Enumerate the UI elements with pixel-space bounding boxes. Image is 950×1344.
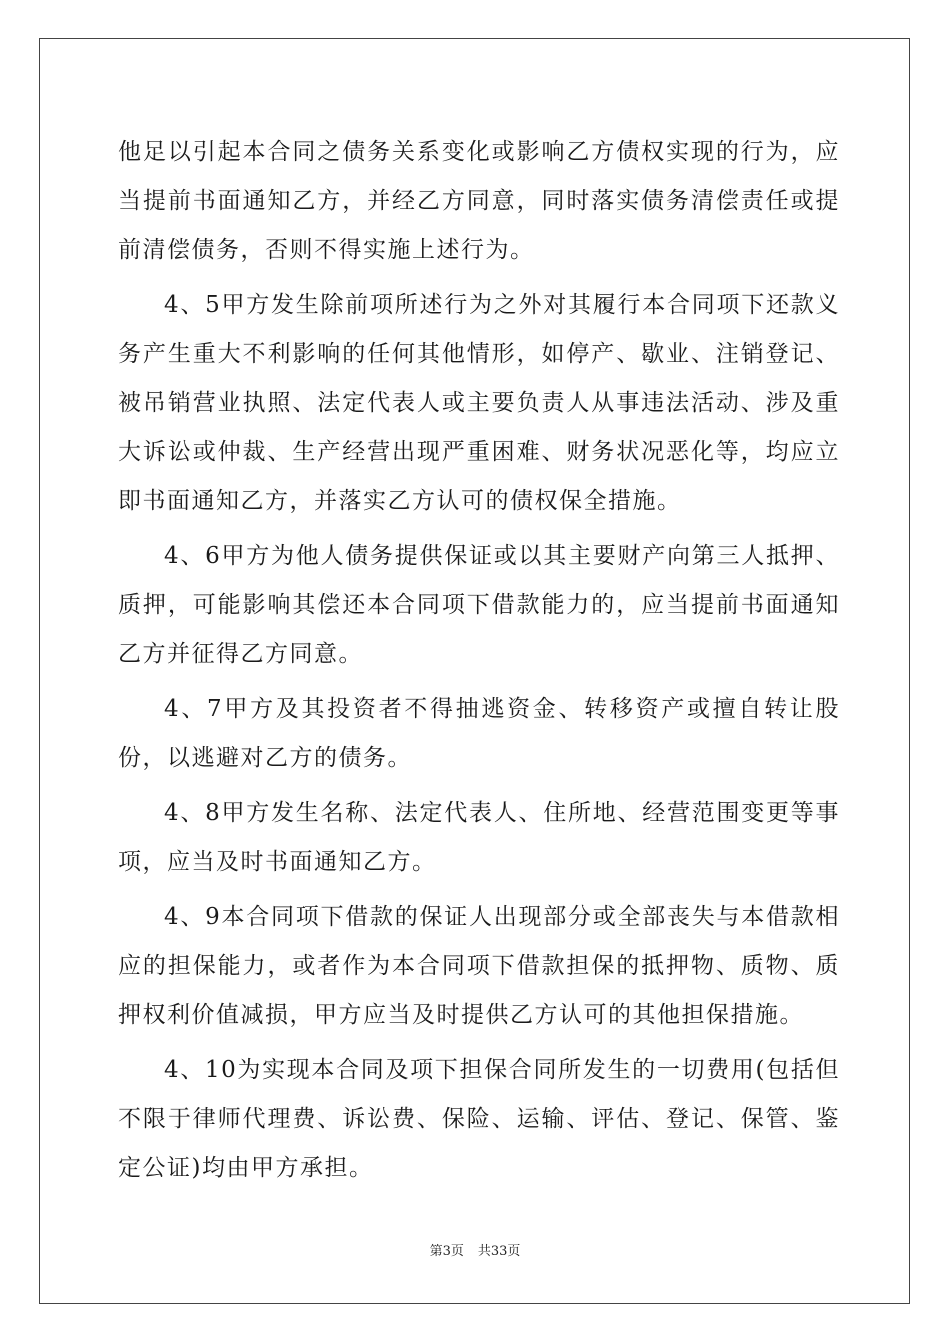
paragraph-clause-4-10: 4、10为实现本合同及项下担保合同所发生的一切费用(包括但不限于律师代理费、诉讼费、保险、运输、评估、登记、保管、鉴定公证)均由甲方承担。 bbox=[118, 1057, 840, 1181]
paragraph-clause-4-7: 4、7甲方及其投资者不得抽逃资金、转移资产或擅自转让股份，以逃避对乙方的债务。 bbox=[118, 696, 840, 771]
paragraph-continuation: 他足以引起本合同之债务关系变化或影响乙方债权实现的行为，应当提前书面通知乙方，并经乙方同意，同时落实债务清偿责任或提前清偿债务，否则不得实施上述行为。 bbox=[118, 139, 840, 263]
paragraph-clause-4-6: 4、6甲方为他人债务提供保证或以其主要财产向第三人抵押、质押，可能影响其偿还本合同项下借款能力的，应当提前书面通知乙方并征得乙方同意。 bbox=[118, 543, 840, 667]
page-number: 第3页 bbox=[429, 1244, 464, 1259]
document-body bbox=[118, 128, 840, 1199]
page-total: 共33页 bbox=[477, 1244, 521, 1259]
paragraph-clause-4-8: 4、8甲方发生名称、法定代表人、住所地、经营范围变更等事项，应当及时书面通知乙方。 bbox=[118, 800, 840, 875]
paragraph-clause-4-9: 4、9本合同项下借款的保证人出现部分或全部丧失与本借款相应的担保能力，或者作为本合同项下借款担保的抵押物、质物、质押权利价值减损，甲方应当及时提供乙方认可的其他担保措施。 bbox=[118, 904, 840, 1028]
page-footer bbox=[0, 1240, 950, 1259]
paragraph-clause-4-5: 4、5甲方发生除前项所述行为之外对其履行本合同项下还款义务产生重大不利影响的任何其他情形，如停产、歇业、注销登记、被吊销营业执照、法定代表人或主要负责人从事违法活动、涉及重大诉讼或仲裁、生产经营出现严重困难、财务状况恶化等，均应立即书面通知乙方，并落实乙方认可的债权保全措施。 bbox=[118, 292, 840, 514]
